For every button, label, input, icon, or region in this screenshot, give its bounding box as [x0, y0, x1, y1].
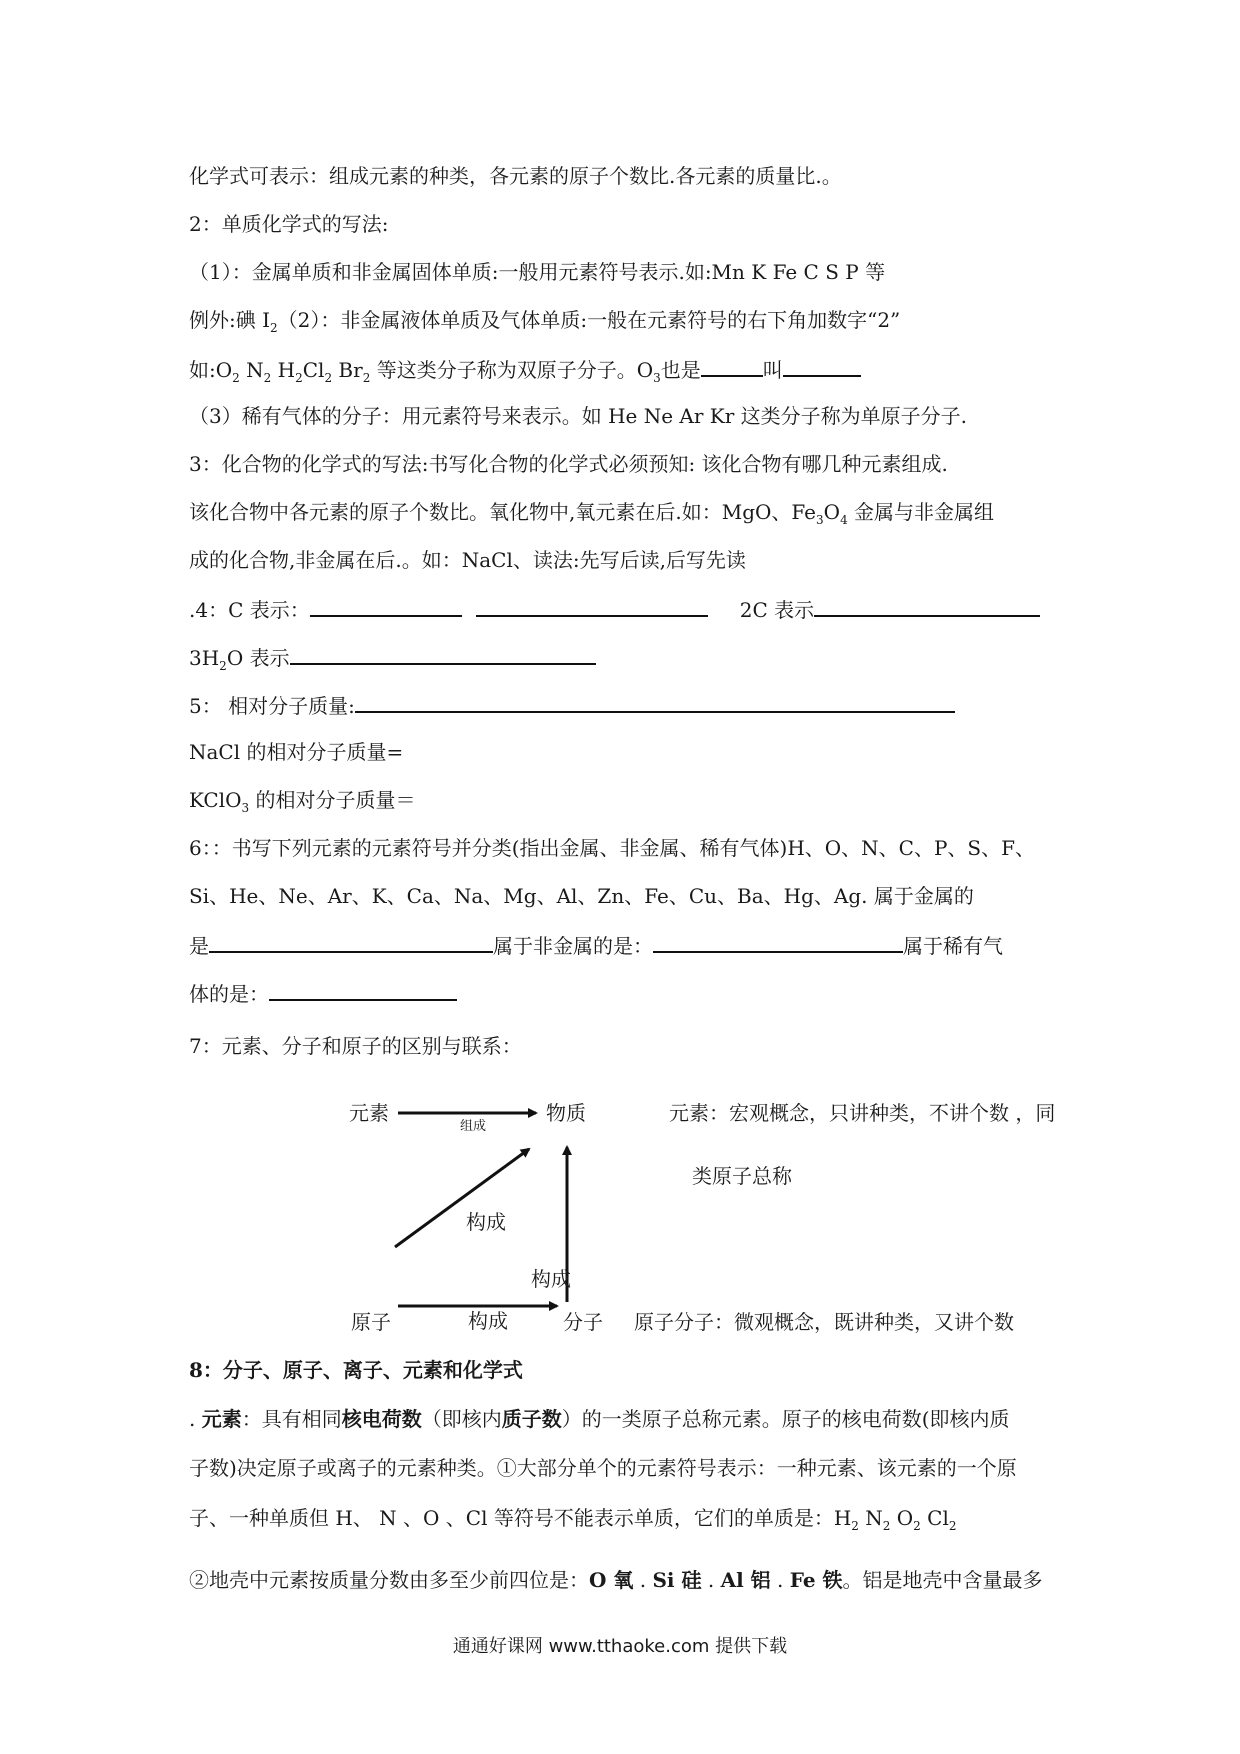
line-section-2: 2：单质化学式的写法:: [189, 212, 389, 236]
line-compound-ratio: 该化合物中各元素的原子个数比。氧化物中,氧元素在后.如：MgO、$Fe_3O_4$ 金属与非金属组: [189, 500, 995, 527]
line-nonmetal-exception: 例外:碘 $I_2(2)$：非金属液体单质及气体单质:一般在元素符号的右下角加数字“2”: [189, 308, 901, 335]
diagram-atom-label: 原子: [351, 1310, 391, 1334]
line-classify-blanks: 是 属于非金属的是： 属于稀有气: [189, 931, 1003, 959]
diagram-substance-label: 物质: [546, 1101, 586, 1125]
line-crust-elements: ②地壳中元素按质量分数由多至少前四位是：O 氧 . Si 硅 . Al 铝 . Fe 铁。铝是地壳中含量最多: [189, 1568, 1043, 1592]
diagram-compose-label: 组成: [460, 1119, 487, 1134]
line-diatomic: 如$:O_2$ $N_2$ $H_2Cl_2$ $Br_2$ 等这类分子称为双原子分子。$O_3$也是 叫: [189, 355, 861, 391]
diagram-molecule-label: 分子: [563, 1310, 603, 1334]
line-element-definition: . 元素：具有相同核电荷数（即核内质子数）的一类原子总称元素。原子的核电荷数(即核内质: [189, 1407, 1010, 1431]
line-noble-gas: （3）稀有气体的分子：用元素符号来表示。如 He Ne Ar Kr 这类分子称为单原子分子.: [189, 404, 967, 428]
line-section-7: 7：元素、分子和原子的区别与联系：: [189, 1034, 522, 1058]
diagram-element-label: 元素: [349, 1101, 389, 1125]
arrow-atom-to-substance: [395, 1149, 529, 1247]
diagram-construct-label-1: 构成: [466, 1210, 506, 1234]
diagram-note-atom-molecule: 原子分子：微观概念，既讲种类，又讲个数: [634, 1310, 1014, 1334]
line-section-8-heading: 8：分子、原子、离子、元素和化学式: [189, 1358, 523, 1382]
line-section-4: .4：C 表示： 2C 表示: [189, 595, 1040, 623]
line-section-3: 3：化合物的化学式的写法:书写化合物的化学式必须预知: 该化合物有哪几种元素组成.: [189, 452, 948, 476]
line-section-6: 6：：书写下列元素的元素符号并分类(指出金属、非金属、稀有气体)H、O、N、C、P、S、F、: [189, 836, 1036, 860]
line-noble-blank: 体的是：: [189, 979, 457, 1007]
line-element-list: Si、He、Ne、Ar、K、Ca、Na、Mg、Al、Zn、Fe、Cu、Ba、Hg、Ag. 属于金属的: [189, 884, 974, 908]
diagram-note-element: 元素：宏观概念，只讲种类，不讲个数 ，同: [669, 1101, 1056, 1125]
line-3h2o: $3H_2O$ 表示: [189, 643, 596, 679]
line-element-symbol-meaning: 子数)决定原子或离子的元素种类。①大部分单个的元素符号表示：一种元素、该元素的一个原: [189, 1456, 1017, 1480]
line-element-symbol-simple: 子、一种单质但 H、 N 、O 、Cl 等符号不能表示单质，它们的单质是：$H_2$ $N_2$ $O_2$ $Cl_2$: [189, 1506, 957, 1533]
line-section-5: 5： 相对分子质量:: [189, 691, 955, 719]
diagram-construct-label-3: 构成: [468, 1309, 508, 1333]
line-kclo3-mass: KClO$_3$ 的相对分子质量＝: [189, 788, 416, 815]
line-metal-elements: （1）：金属单质和非金属固体单质:一般用元素符号表示.如:Mn K Fe C S P 等: [189, 260, 886, 284]
line-formula-meaning: 化学式可表示：组成元素的种类，各元素的原子个数比.各元素的质量比.。: [189, 164, 842, 188]
page-footer: 通通好课网 www.tthaoke.com 提供下载: [452, 1636, 788, 1657]
line-compound-reading: 成的化合物,非金属在后.。如：NaCl、读法:先写后读,后写先读: [189, 548, 746, 572]
line-nacl-mass: NaCl 的相对分子质量=: [189, 740, 404, 764]
diagram-construct-label-2: 构成: [531, 1267, 571, 1291]
diagram-note-element-2: 类原子总称: [692, 1164, 792, 1188]
